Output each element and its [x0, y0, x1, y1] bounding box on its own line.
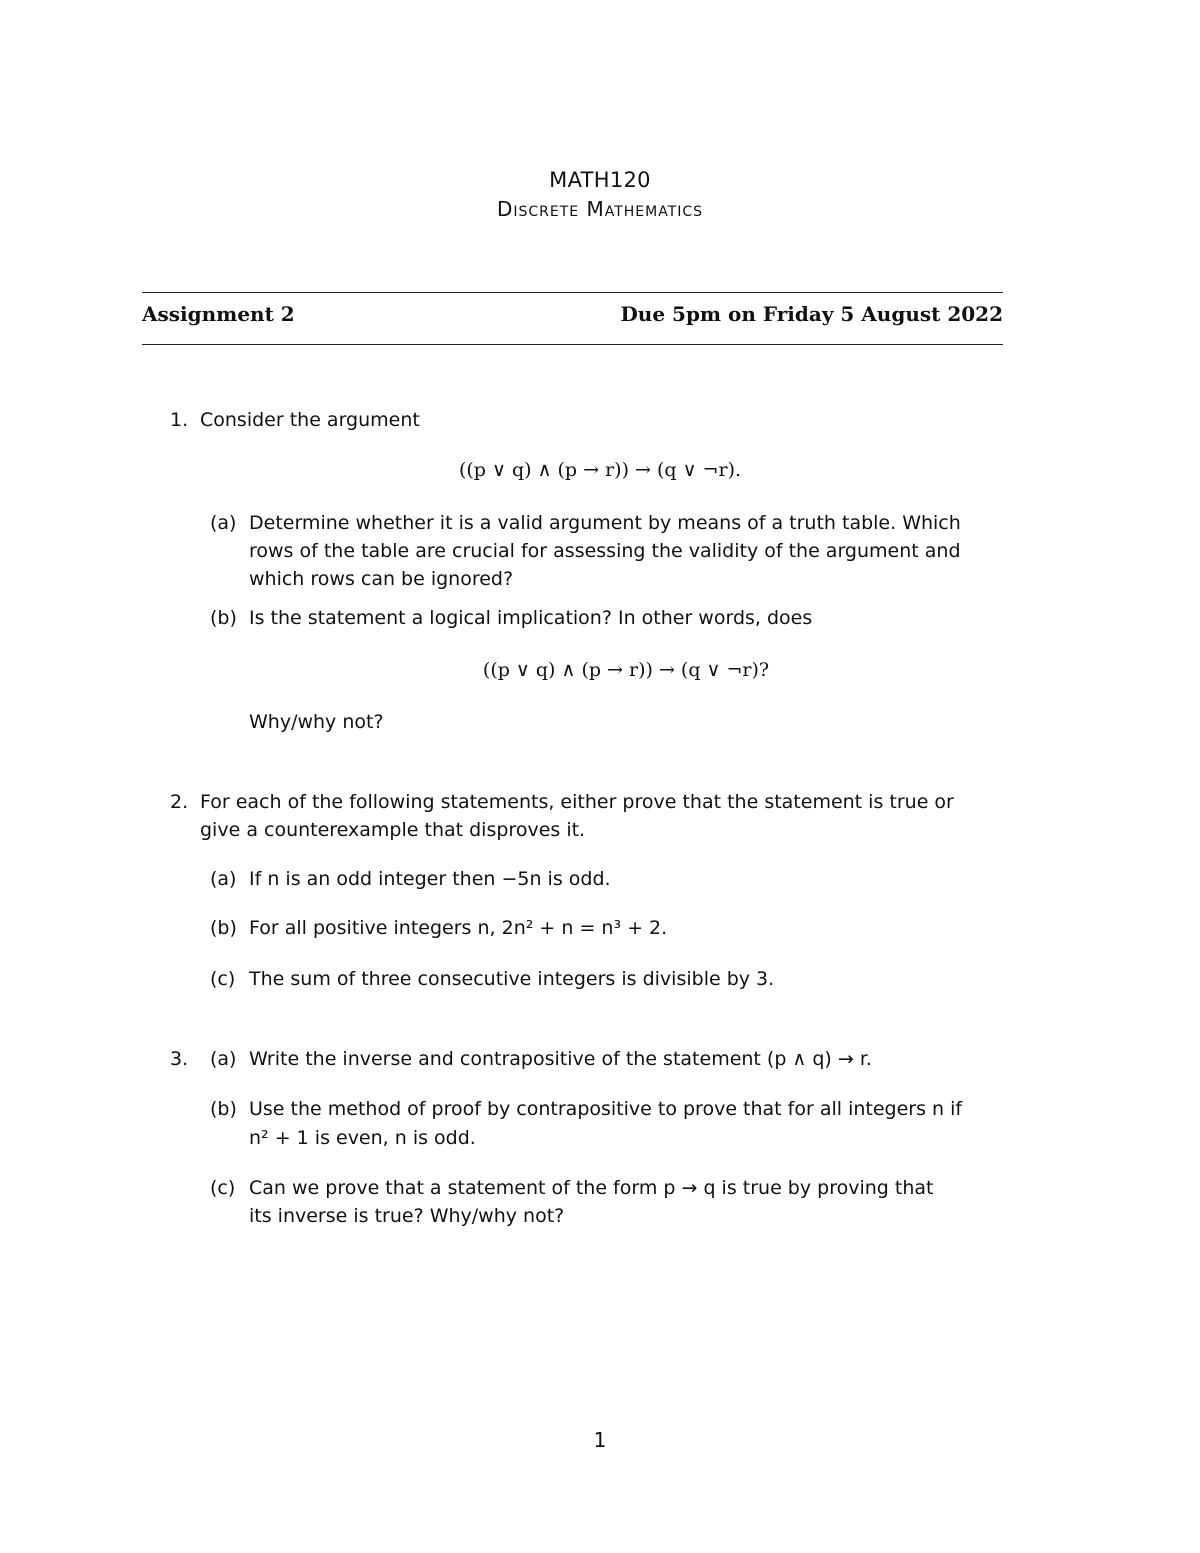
question-2a-text: If n is an odd integer then −5n is odd. — [249, 868, 611, 890]
due-date: Due 5pm on Friday 5 August 2022 — [620, 302, 1003, 326]
question-3b-line: Use the method of proof by contrapositive to prove that for all integers n if — [249, 1098, 963, 1120]
question-3c-label: (c) — [210, 1177, 236, 1199]
course-name: Discrete Mathematics — [496, 197, 704, 221]
question-1a-line: Determine whether it is a valid argument by means of a truth table. Which — [249, 512, 961, 534]
question-3b-label: (b) — [210, 1098, 237, 1120]
question-1b-label: (b) — [210, 607, 237, 629]
question-1b-tail: Why/why not? — [249, 711, 384, 733]
question-3a-label: (a) — [210, 1048, 237, 1070]
question-2b-text: For all positive integers n, 2n² + n = n³ + 2. — [249, 917, 668, 939]
question-3c-line: its inverse is true? Why/why not? — [249, 1205, 565, 1227]
question-1-formula: ((p ∨ q) ∧ (p → r)) → (q ∨ ¬r). — [458, 459, 742, 481]
course-code: MATH120 — [549, 168, 651, 192]
question-1a-line: rows of the table are crucial for assessing the validity of the argument and — [249, 540, 961, 562]
question-2-number: 2. — [170, 791, 189, 813]
question-1-number: 1. — [170, 409, 189, 431]
question-3-number: 3. — [170, 1048, 189, 1070]
question-2c-text: The sum of three consecutive integers is divisible by 3. — [249, 968, 775, 990]
header-top-rule — [142, 292, 1003, 293]
page-number: 1 — [593, 1428, 607, 1452]
question-1-intro: Consider the argument — [200, 409, 420, 431]
question-2c-label: (c) — [210, 968, 236, 990]
question-2-intro-line: give a counterexample that disproves it. — [200, 819, 586, 841]
question-1a-line: which rows can be ignored? — [249, 568, 514, 590]
question-3c-line: Can we prove that a statement of the form p → q is true by proving that — [249, 1177, 934, 1199]
header-bottom-rule — [142, 344, 1003, 345]
question-2a-label: (a) — [210, 868, 237, 890]
question-1b-formula: ((p ∨ q) ∧ (p → r)) → (q ∨ ¬r)? — [482, 659, 770, 681]
question-3b-line: n² + 1 is even, n is odd. — [249, 1127, 476, 1149]
question-2-intro-line: For each of the following statements, either prove that the statement is true or — [200, 791, 954, 813]
question-3a-text: Write the inverse and contrapositive of the statement (p ∧ q) → r. — [249, 1048, 872, 1070]
question-1a-label: (a) — [210, 512, 237, 534]
question-2b-label: (b) — [210, 917, 237, 939]
question-1b-line: Is the statement a logical implication? In other words, does — [249, 607, 813, 629]
assignment-title: Assignment 2 — [142, 302, 295, 326]
